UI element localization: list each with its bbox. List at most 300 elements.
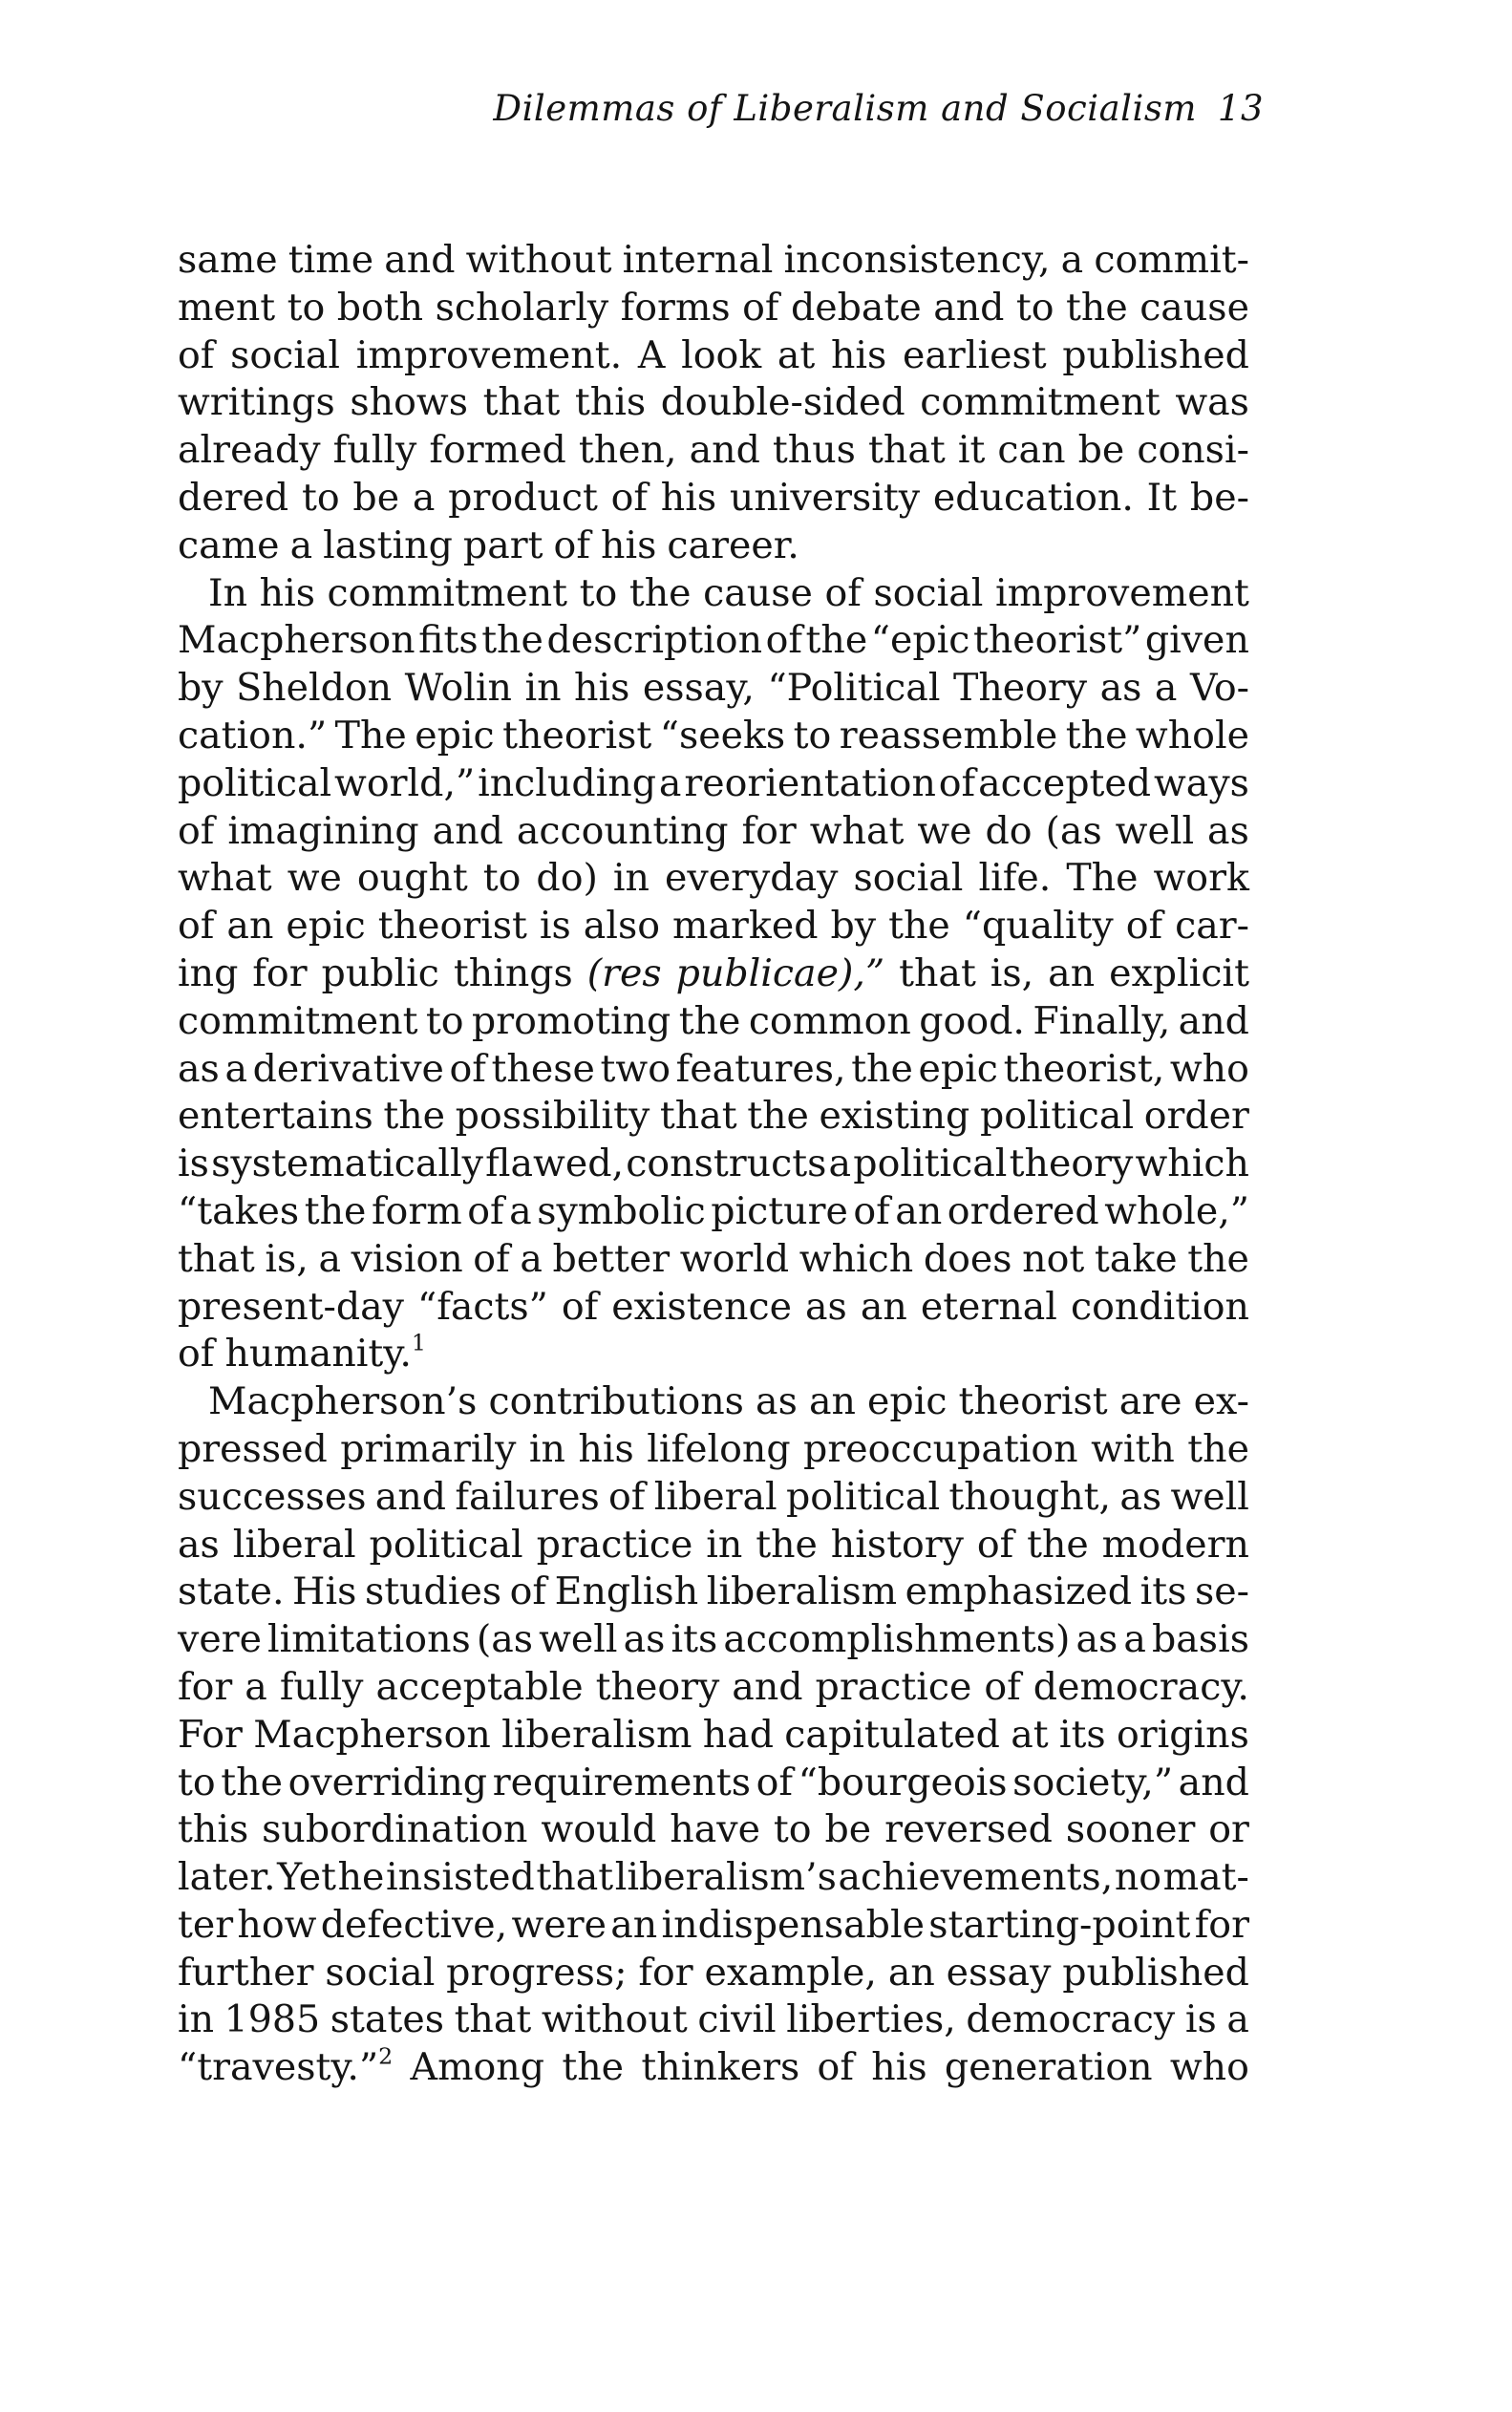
word: debate	[790, 285, 922, 330]
word: Macpherson’s	[208, 1379, 478, 1424]
text-line	[178, 1664, 1249, 1712]
word: further	[178, 1950, 314, 1995]
word: the	[805, 618, 868, 663]
word: no	[1114, 1855, 1162, 1900]
word: later.	[178, 1855, 276, 1900]
text-line	[178, 1046, 1249, 1094]
word: studies	[364, 1569, 502, 1614]
word: explicit	[1109, 950, 1249, 995]
word: defective,	[320, 1902, 508, 1947]
word: to	[482, 856, 522, 901]
word: the	[1066, 285, 1128, 330]
text-line	[178, 1760, 1249, 1807]
word: epic	[286, 904, 366, 949]
word: ways	[1153, 760, 1249, 805]
word: how	[237, 1902, 317, 1947]
word: both	[336, 285, 424, 330]
word: or	[1208, 1807, 1249, 1852]
text-line	[178, 903, 1249, 950]
text-line	[178, 1569, 1249, 1616]
word: for	[638, 1950, 693, 1995]
word: who	[1169, 1046, 1249, 1091]
word: as	[178, 1522, 220, 1567]
word: that	[536, 1855, 614, 1900]
word: civil	[697, 1997, 777, 2042]
text-line	[178, 998, 1249, 1046]
word: of	[449, 1046, 486, 1091]
word: ing	[178, 950, 239, 995]
word: (as	[1045, 808, 1102, 853]
word: “seeks	[659, 713, 786, 758]
text-line	[178, 2044, 1249, 2092]
word: as	[804, 1284, 847, 1329]
word: of	[561, 1284, 599, 1329]
word: “facts”	[417, 1284, 548, 1329]
word: an	[1048, 950, 1096, 995]
word: Vo-	[1189, 666, 1249, 711]
word: a	[658, 760, 682, 805]
word: It	[1146, 475, 1178, 520]
word: entertains	[178, 1094, 373, 1139]
word: part	[462, 523, 543, 567]
word: what	[809, 808, 905, 853]
word: the	[383, 1094, 446, 1139]
word: career.	[667, 523, 799, 567]
word: published	[1062, 1950, 1249, 1995]
word: a	[828, 1142, 852, 1186]
word: writings	[178, 380, 335, 425]
word: an	[610, 1902, 658, 1947]
word: be-	[1189, 475, 1249, 520]
word: epic	[867, 1379, 948, 1424]
word: we	[287, 856, 342, 901]
word: including	[478, 760, 657, 805]
word: successes	[178, 1474, 367, 1519]
word: (as	[476, 1617, 534, 1662]
word: whole,”	[1104, 1188, 1249, 1233]
word: shows	[350, 380, 468, 425]
word: starting-point	[928, 1902, 1191, 1947]
word: ought	[356, 856, 468, 901]
word: theorist	[502, 713, 652, 758]
word: in	[524, 666, 562, 711]
word: were	[511, 1902, 607, 1947]
word: insisted	[386, 1855, 535, 1900]
word: as	[1099, 666, 1142, 711]
text-line	[178, 427, 1249, 475]
word: ter	[178, 1902, 234, 1947]
word: essay	[946, 1950, 1052, 1995]
word: cause	[1139, 285, 1249, 330]
text-line	[178, 950, 1249, 998]
word: of	[178, 808, 215, 853]
word: his	[574, 666, 630, 711]
word: state.	[178, 1569, 285, 1614]
word: description	[546, 618, 763, 663]
word: was	[1175, 380, 1249, 425]
word: to	[773, 1807, 812, 1852]
word: For	[178, 1712, 243, 1757]
word: “travesty.”$^2$	[178, 2042, 394, 2090]
word: of	[553, 523, 590, 567]
word: of	[1125, 904, 1163, 949]
word: Among	[410, 2045, 545, 2090]
word: liberalism’s	[614, 1855, 837, 1900]
word: the	[1187, 1426, 1249, 1471]
word: this	[178, 1807, 249, 1852]
word: as	[1207, 808, 1249, 853]
word: common	[748, 998, 911, 1043]
word: everyday	[665, 856, 839, 901]
word: for	[1194, 1902, 1249, 1947]
word: thinkers	[641, 2045, 800, 2090]
word: an	[226, 904, 274, 949]
word: accepted	[978, 760, 1152, 805]
word: present-day	[178, 1284, 404, 1329]
word: to	[178, 1760, 216, 1804]
word: social	[853, 856, 964, 901]
page-number: 13	[1217, 88, 1264, 129]
word: form	[371, 1188, 462, 1233]
word: of	[473, 1236, 510, 1281]
text-line	[178, 1616, 1249, 1664]
word: commitment	[178, 998, 418, 1043]
word: “quality	[962, 904, 1114, 949]
word: that	[482, 380, 561, 425]
word: his	[660, 475, 717, 520]
word: and	[732, 1664, 803, 1709]
word: two	[600, 1046, 671, 1091]
word: world	[679, 1236, 790, 1281]
word: sooner	[1065, 1807, 1196, 1852]
word: ordered	[947, 1188, 1099, 1233]
word: life.	[978, 856, 1052, 901]
word: in	[178, 1997, 215, 2042]
word: a	[412, 475, 436, 520]
word: se-	[1194, 1569, 1249, 1614]
word: at	[1011, 1712, 1049, 1757]
word: overriding	[287, 1760, 488, 1804]
word: constructs	[626, 1142, 827, 1186]
word: given	[1144, 618, 1249, 663]
text-line	[178, 379, 1249, 427]
word: that	[899, 950, 976, 995]
word: would	[541, 1807, 657, 1852]
word: as	[1075, 1617, 1118, 1662]
word: is,	[990, 950, 1034, 995]
word: by	[830, 904, 877, 949]
word: promoting	[471, 998, 671, 1043]
word: order	[1143, 1094, 1249, 1139]
word: preoccupation	[803, 1426, 1078, 1471]
word: the	[851, 1046, 913, 1091]
word: derivative	[252, 1046, 444, 1091]
word: which	[799, 1236, 914, 1281]
word: better	[552, 1236, 671, 1281]
text-line	[178, 285, 1249, 332]
word: of	[467, 1188, 504, 1233]
word: without	[465, 238, 612, 282]
word: who	[1169, 2045, 1249, 2090]
word: scholarly	[435, 285, 609, 330]
text-line	[178, 570, 1249, 618]
body-text	[178, 237, 1249, 2092]
word: reorientation	[684, 760, 936, 805]
word: of	[178, 1332, 215, 1377]
word: social	[873, 570, 984, 615]
word: flawed,	[485, 1142, 625, 1186]
running-head-title: Dilemmas of Liberalism and Socialism	[493, 88, 1197, 129]
word: the	[756, 1522, 818, 1567]
word: democracy.	[1033, 1664, 1249, 1709]
word: for	[252, 950, 308, 995]
word: to	[425, 998, 464, 1043]
word: in	[706, 1522, 743, 1567]
word: possibility	[455, 1094, 650, 1139]
word: are	[1118, 1379, 1182, 1424]
word: the	[1027, 1522, 1089, 1567]
word: existing	[819, 1094, 970, 1139]
word: liberal	[653, 1474, 777, 1519]
word: of	[817, 2045, 854, 2090]
word: His	[292, 1569, 357, 1614]
text-line	[178, 808, 1249, 856]
word: vision	[351, 1236, 463, 1281]
word: education.	[932, 475, 1134, 520]
word: whole	[1135, 713, 1249, 758]
word: world,”	[334, 760, 476, 805]
word: theory	[595, 1664, 720, 1709]
word: a	[245, 1664, 267, 1709]
text-line	[178, 713, 1249, 760]
footnote-ref: 2	[378, 2042, 394, 2070]
word: theory	[1009, 1142, 1134, 1186]
word: things	[453, 950, 573, 995]
word: commit-	[1094, 238, 1249, 282]
word: is,	[265, 1236, 309, 1281]
word: contributions	[488, 1379, 744, 1424]
word: and	[689, 428, 760, 473]
word: internal	[622, 238, 774, 282]
word: we	[917, 808, 972, 853]
word: its	[1058, 1712, 1106, 1757]
word: and	[933, 285, 1005, 330]
word: political	[853, 1142, 1008, 1186]
word: of	[608, 1474, 646, 1519]
word: liberalism	[706, 1569, 898, 1614]
word: product	[448, 475, 598, 520]
word: imagining	[227, 808, 419, 853]
word: formed	[429, 428, 566, 473]
word: a	[520, 1236, 543, 1281]
word: eternal	[920, 1284, 1057, 1329]
footnote-ref: 1	[411, 1329, 426, 1356]
word: do)	[536, 856, 598, 901]
word: well	[1170, 1474, 1249, 1519]
word: progress;	[446, 1950, 628, 1995]
word: features,	[675, 1046, 846, 1091]
word: as	[178, 1046, 220, 1091]
word: to	[1015, 285, 1054, 330]
word: had	[702, 1712, 774, 1757]
word: the	[1187, 1236, 1249, 1281]
word: generation	[944, 2045, 1153, 2090]
word: practice	[536, 1522, 693, 1567]
word: double-sided	[660, 380, 905, 425]
word: liberties,	[786, 1997, 956, 2042]
word: and	[432, 808, 503, 853]
word: epic	[415, 713, 495, 758]
text-line	[178, 332, 1249, 380]
word: The	[334, 713, 407, 758]
word: the	[304, 1188, 367, 1233]
text-line	[178, 1854, 1249, 1902]
word: a	[224, 1046, 248, 1091]
text-line	[178, 1236, 1249, 1284]
word: Theory	[952, 666, 1088, 711]
word: essay,	[642, 666, 755, 711]
word: English	[554, 1569, 699, 1614]
word: and	[384, 238, 456, 282]
word: the	[562, 2045, 625, 2090]
word: ment	[178, 285, 276, 330]
word: limitations	[267, 1617, 471, 1662]
word: emphasized	[905, 1569, 1133, 1614]
word: states	[330, 1997, 444, 2042]
word: as	[623, 1617, 666, 1662]
word: “bourgeois	[798, 1760, 1008, 1804]
word: picture	[711, 1188, 848, 1233]
word: of	[178, 904, 215, 949]
word: condition	[1070, 1284, 1249, 1329]
word: as	[756, 1379, 798, 1424]
word: and	[1178, 998, 1249, 1043]
word: a	[1226, 1997, 1249, 2042]
word: A	[637, 332, 666, 377]
word: theorist	[958, 1379, 1108, 1424]
word: theorist”	[972, 618, 1142, 663]
word: in	[612, 856, 650, 901]
word: earliest	[903, 332, 1047, 377]
text-line	[178, 523, 1249, 570]
word: without	[541, 1997, 688, 2042]
word: democracy	[966, 1997, 1176, 2042]
text-line	[178, 237, 1249, 285]
word: work	[1153, 856, 1249, 901]
text-line	[178, 1806, 1249, 1854]
word: which	[1135, 1142, 1249, 1186]
word: history	[830, 1522, 964, 1567]
word: at	[777, 332, 816, 377]
word: 1985	[224, 1997, 321, 2042]
word: reassemble	[839, 713, 1058, 758]
word: do	[985, 808, 1033, 853]
word: epic	[918, 1046, 998, 1091]
word: fully	[332, 428, 417, 473]
word: example,	[704, 1950, 877, 1995]
word: also	[583, 904, 661, 949]
word: the	[747, 1094, 809, 1139]
word: (res	[586, 950, 662, 995]
word: improvement.	[355, 332, 623, 377]
word: a	[1123, 1617, 1146, 1662]
word: thought,	[948, 1474, 1112, 1519]
word: basis	[1151, 1617, 1249, 1662]
word: origins	[1116, 1712, 1249, 1757]
word: time	[287, 238, 374, 282]
word: and	[1178, 1760, 1249, 1804]
word: inconsistency,	[783, 238, 1051, 282]
text-line	[178, 1996, 1249, 2044]
word: of	[976, 1522, 1014, 1567]
word: the	[221, 1760, 283, 1804]
word: “epic	[870, 618, 970, 663]
word: is	[178, 1142, 209, 1186]
word: systematically	[211, 1142, 483, 1186]
word: subordination	[262, 1807, 528, 1852]
word: for	[741, 808, 797, 853]
word: the	[1065, 713, 1128, 758]
word: its	[671, 1617, 718, 1662]
word: Sheldon	[236, 666, 393, 711]
text-line	[178, 1378, 1249, 1426]
word: by	[178, 666, 224, 711]
word: this	[574, 380, 647, 425]
word: lifelong	[647, 1426, 791, 1471]
word: commitment	[920, 380, 1161, 425]
word: his	[601, 523, 657, 567]
word: political	[979, 1094, 1135, 1139]
text-line	[178, 617, 1249, 665]
word: of	[756, 1760, 794, 1804]
word: well	[539, 1617, 618, 1662]
word: The	[1066, 856, 1139, 901]
word: symbolic	[537, 1188, 706, 1233]
word: of	[765, 618, 802, 663]
word: a	[509, 1188, 532, 1233]
word: dered	[178, 475, 289, 520]
word: of	[742, 285, 779, 330]
word: car-	[1175, 904, 1249, 949]
word: of	[824, 570, 862, 615]
word: that	[868, 428, 946, 473]
word: these	[491, 1046, 595, 1091]
word: well	[1115, 808, 1195, 853]
word: already	[178, 428, 321, 473]
text-line	[178, 1331, 1249, 1378]
word: to	[579, 570, 618, 615]
word: the	[678, 998, 741, 1043]
text-line	[178, 1902, 1249, 1950]
word: an	[860, 1284, 907, 1329]
word: a	[1060, 238, 1084, 282]
word: it	[957, 428, 986, 473]
text-line	[178, 1284, 1249, 1332]
text-line	[178, 1188, 1249, 1236]
word: accomplishments)	[723, 1617, 1071, 1662]
word: be	[1077, 428, 1125, 473]
text-line	[178, 1141, 1249, 1188]
word: not	[1022, 1236, 1085, 1281]
text-line	[178, 760, 1249, 808]
word: political	[369, 1522, 523, 1567]
word: publicae),”	[675, 950, 885, 995]
word: that	[454, 1997, 532, 2042]
word: social	[325, 1950, 436, 1995]
word: “Political	[767, 666, 941, 711]
word: marked	[672, 904, 819, 949]
word: an	[887, 1950, 935, 1995]
